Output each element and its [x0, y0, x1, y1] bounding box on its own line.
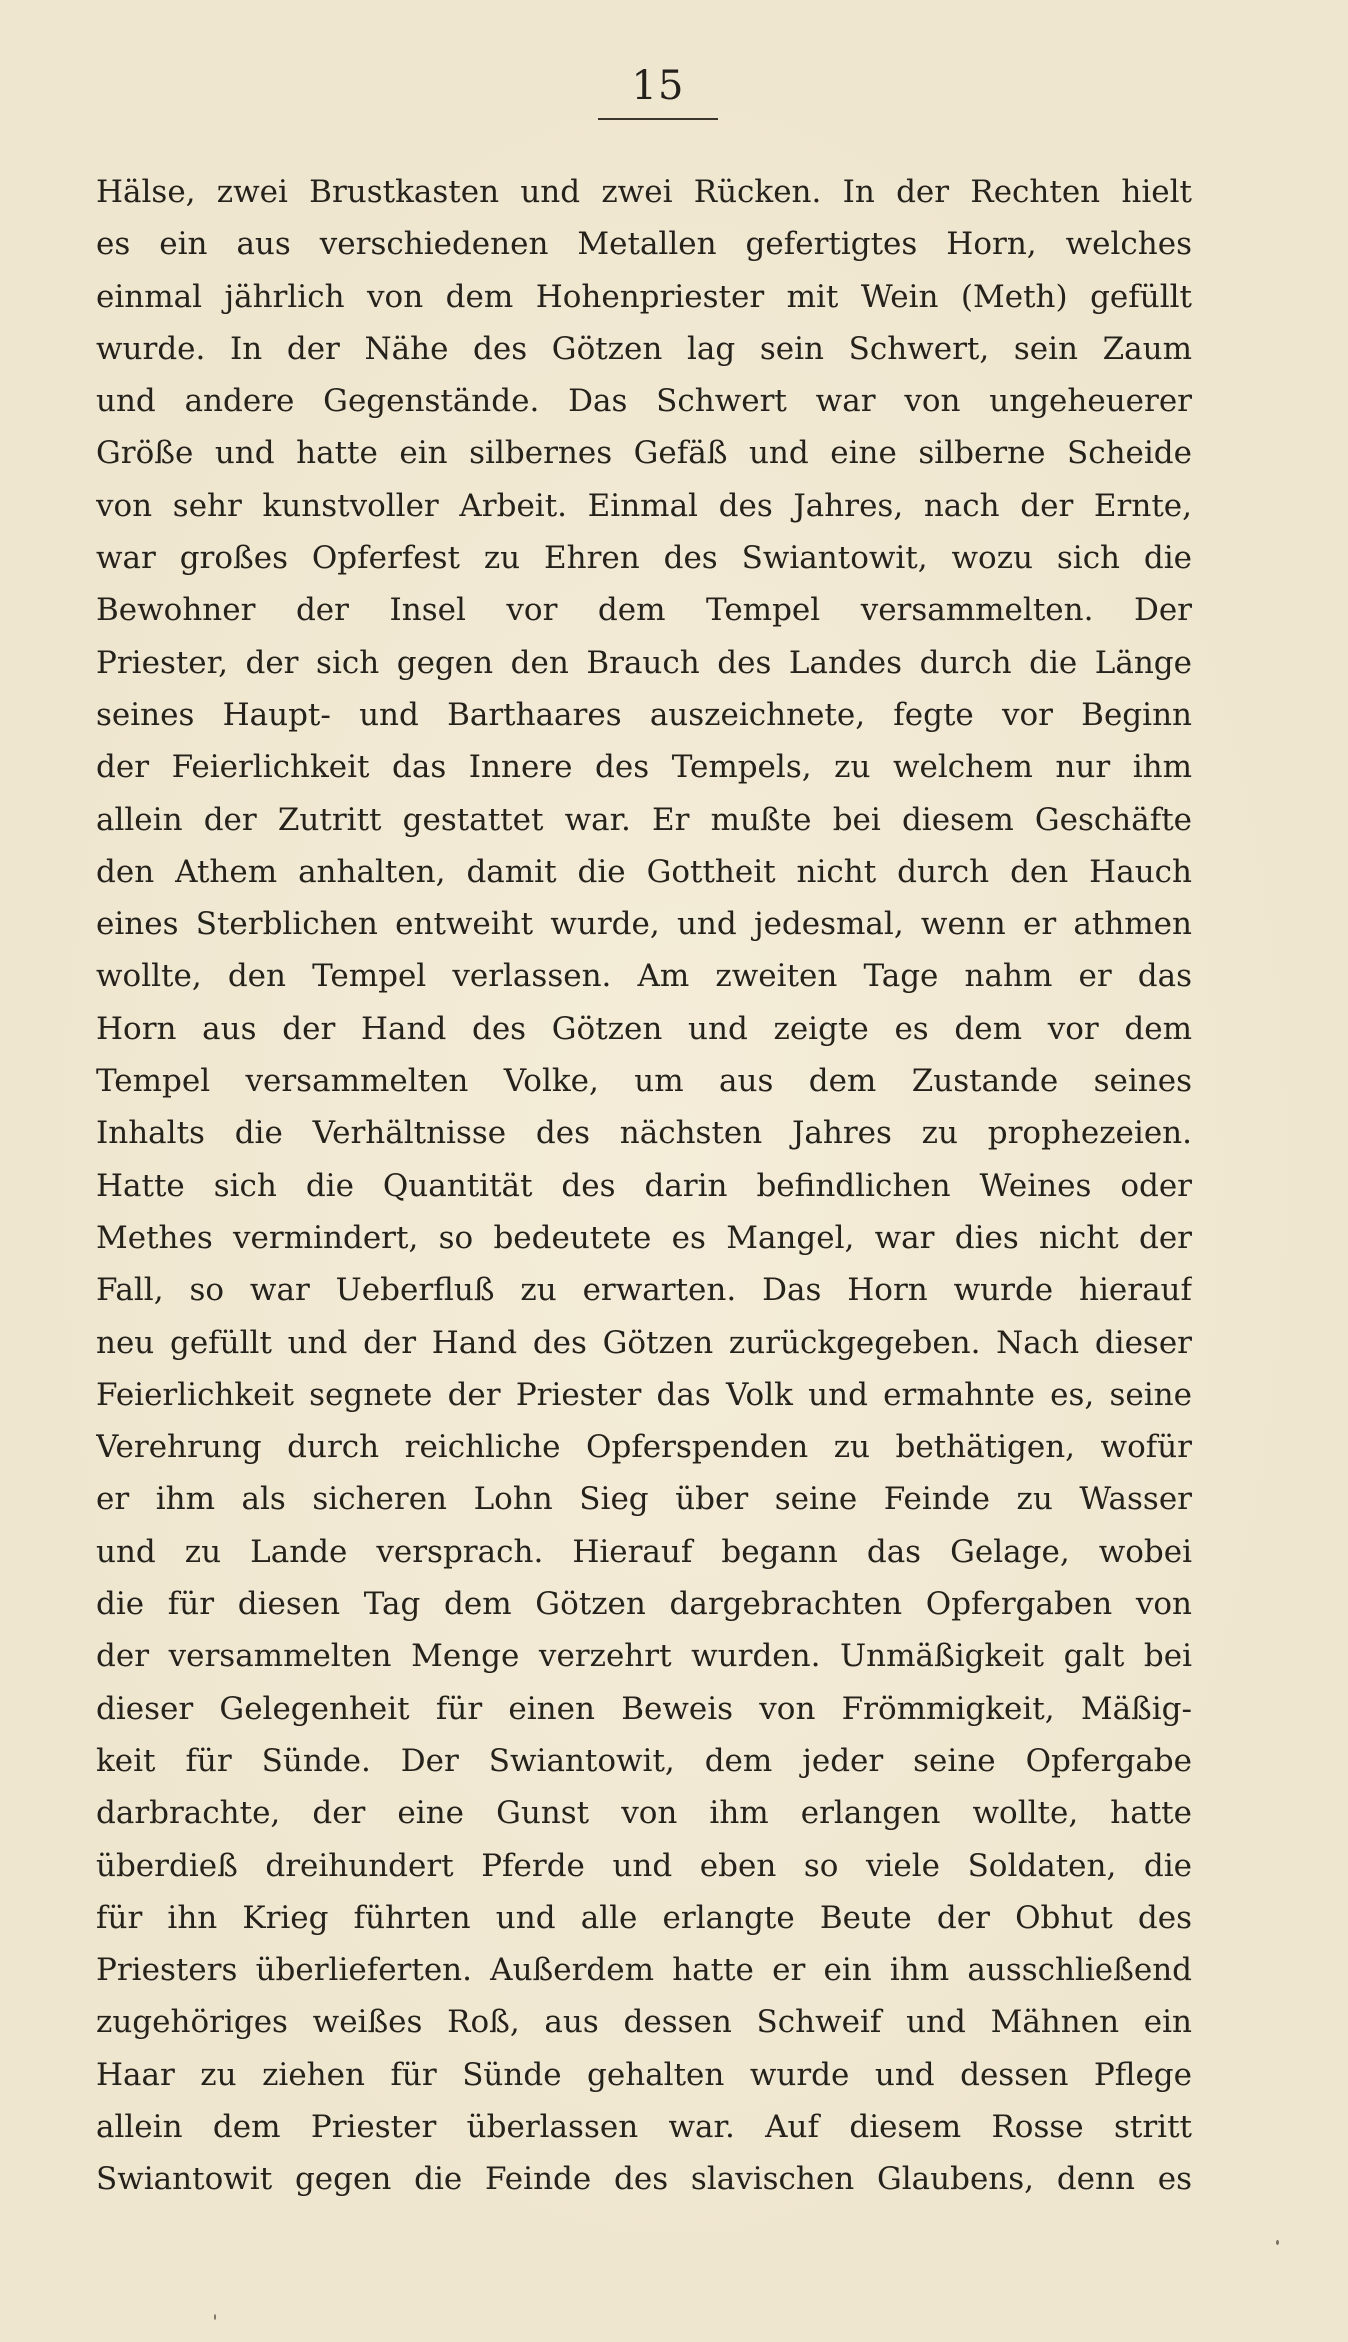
text-line: Feierlichkeit segnete der Priester das Volk und ermahnte es, seine: [96, 1376, 1192, 1413]
text-line: überdieß dreihundert Pferde und eben so viele Soldaten, die: [96, 1847, 1192, 1884]
text-line: und zu Lande versprach. Hierauf begann das Gelage, wobei: [96, 1533, 1192, 1570]
text-line: und andere Gegenstände. Das Schwert war von ungeheuerer: [96, 383, 1192, 420]
text-line: für ihn Krieg führten und alle erlangte Beute der Obhut des: [96, 1899, 1192, 1936]
text-line: darbrachte, der eine Gunst von ihm erlangen wollte, hatte: [96, 1795, 1192, 1832]
page-header: [548, 62, 768, 120]
text-line: Hatte sich die Quantität des darin befindlichen Weines oder: [96, 1167, 1192, 1204]
text-line: der Feierlichkeit das Innere des Tempels, zu welchem nur ihm: [96, 749, 1192, 786]
text-line: seines Haupt- und Barthaares auszeichnete, fegte vor Beginn: [96, 696, 1192, 733]
text-line: Größe und hatte ein silbernes Gefäß und eine silberne Scheide: [96, 435, 1192, 472]
text-line: Verehrung durch reichliche Opferspenden zu bethätigen, wofür: [96, 1429, 1192, 1466]
paper-speck: [214, 2314, 216, 2320]
text-line: der versammelten Menge verzehrt wurden. Unmäßigkeit galt bei: [96, 1638, 1192, 1675]
text-line: Methes vermindert, so bedeutete es Mangel, war dies nicht der: [96, 1219, 1192, 1256]
text-line: Fall, so war Ueberfluß zu erwarten. Das Horn wurde hierauf: [96, 1272, 1192, 1309]
text-line: Horn aus der Hand des Götzen und zeigte es dem vor dem: [96, 1010, 1192, 1047]
text-line: einmal jährlich von dem Hohenpriester mit Wein (Meth) gefüllt: [96, 278, 1192, 315]
text-line: wollte, den Tempel verlassen. Am zweiten Tage nahm er das: [96, 958, 1192, 995]
text-line: es ein aus verschiedenen Metallen gefertigtes Horn, welches: [96, 226, 1192, 263]
text-line: war großes Opferfest zu Ehren des Swiantowit, wozu sich die: [96, 540, 1192, 577]
text-line: zugehöriges weißes Roß, aus dessen Schweif und Mähnen ein: [96, 2004, 1192, 2041]
text-line: wurde. In der Nähe des Götzen lag sein Schwert, sein Zaum: [96, 330, 1192, 367]
text-line: Tempel versammelten Volke, um aus dem Zustande seines: [96, 1063, 1192, 1100]
text-line: Swiantowit gegen die Feinde des slavischen Glaubens, denn es: [96, 2161, 1192, 2198]
text-line: Bewohner der Insel vor dem Tempel versammelten. Der: [96, 592, 1192, 629]
body-text: [96, 166, 1192, 2206]
text-line: neu gefüllt und der Hand des Götzen zurückgegeben. Nach dieser: [96, 1324, 1192, 1361]
text-line: Priesters überlieferten. Außerdem hatte er ein ihm ausschließend: [96, 1952, 1192, 1989]
text-line: von sehr kunstvoller Arbeit. Einmal des Jahres, nach der Ernte,: [96, 487, 1192, 524]
text-line: den Athem anhalten, damit die Gottheit nicht durch den Hauch: [96, 853, 1192, 890]
text-line: keit für Sünde. Der Swiantowit, dem jeder seine Opfergabe: [96, 1742, 1192, 1779]
text-line: dieser Gelegenheit für einen Beweis von Frömmigkeit, Mäßig-: [96, 1690, 1192, 1727]
text-line: eines Sterblichen entweiht wurde, und jedesmal, wenn er athmen: [96, 906, 1192, 943]
text-line: Hälse, zwei Brustkasten und zwei Rücken. In der Rechten hielt: [96, 174, 1192, 210]
paper-speck: [1276, 2240, 1279, 2245]
text-line: Priester, der sich gegen den Brauch des Landes durch die Länge: [96, 644, 1192, 681]
page-number: 15: [631, 63, 685, 109]
text-line: Haar zu ziehen für Sünde gehalten wurde und dessen Pflege: [96, 2056, 1192, 2093]
text-line: er ihm als sicheren Lohn Sieg über seine Feinde zu Wasser: [96, 1481, 1192, 1518]
text-line: allein der Zutritt gestattet war. Er mußte bei diesem Geschäfte: [96, 801, 1192, 838]
text-line: Inhalts die Verhältnisse des nächsten Jahres zu prophezeien.: [96, 1115, 1192, 1152]
header-rule: [598, 118, 718, 120]
text-line: allein dem Priester überlassen war. Auf diesem Rosse stritt: [96, 2108, 1192, 2145]
text-line: die für diesen Tag dem Götzen dargebrachten Opfergaben von: [96, 1586, 1192, 1623]
